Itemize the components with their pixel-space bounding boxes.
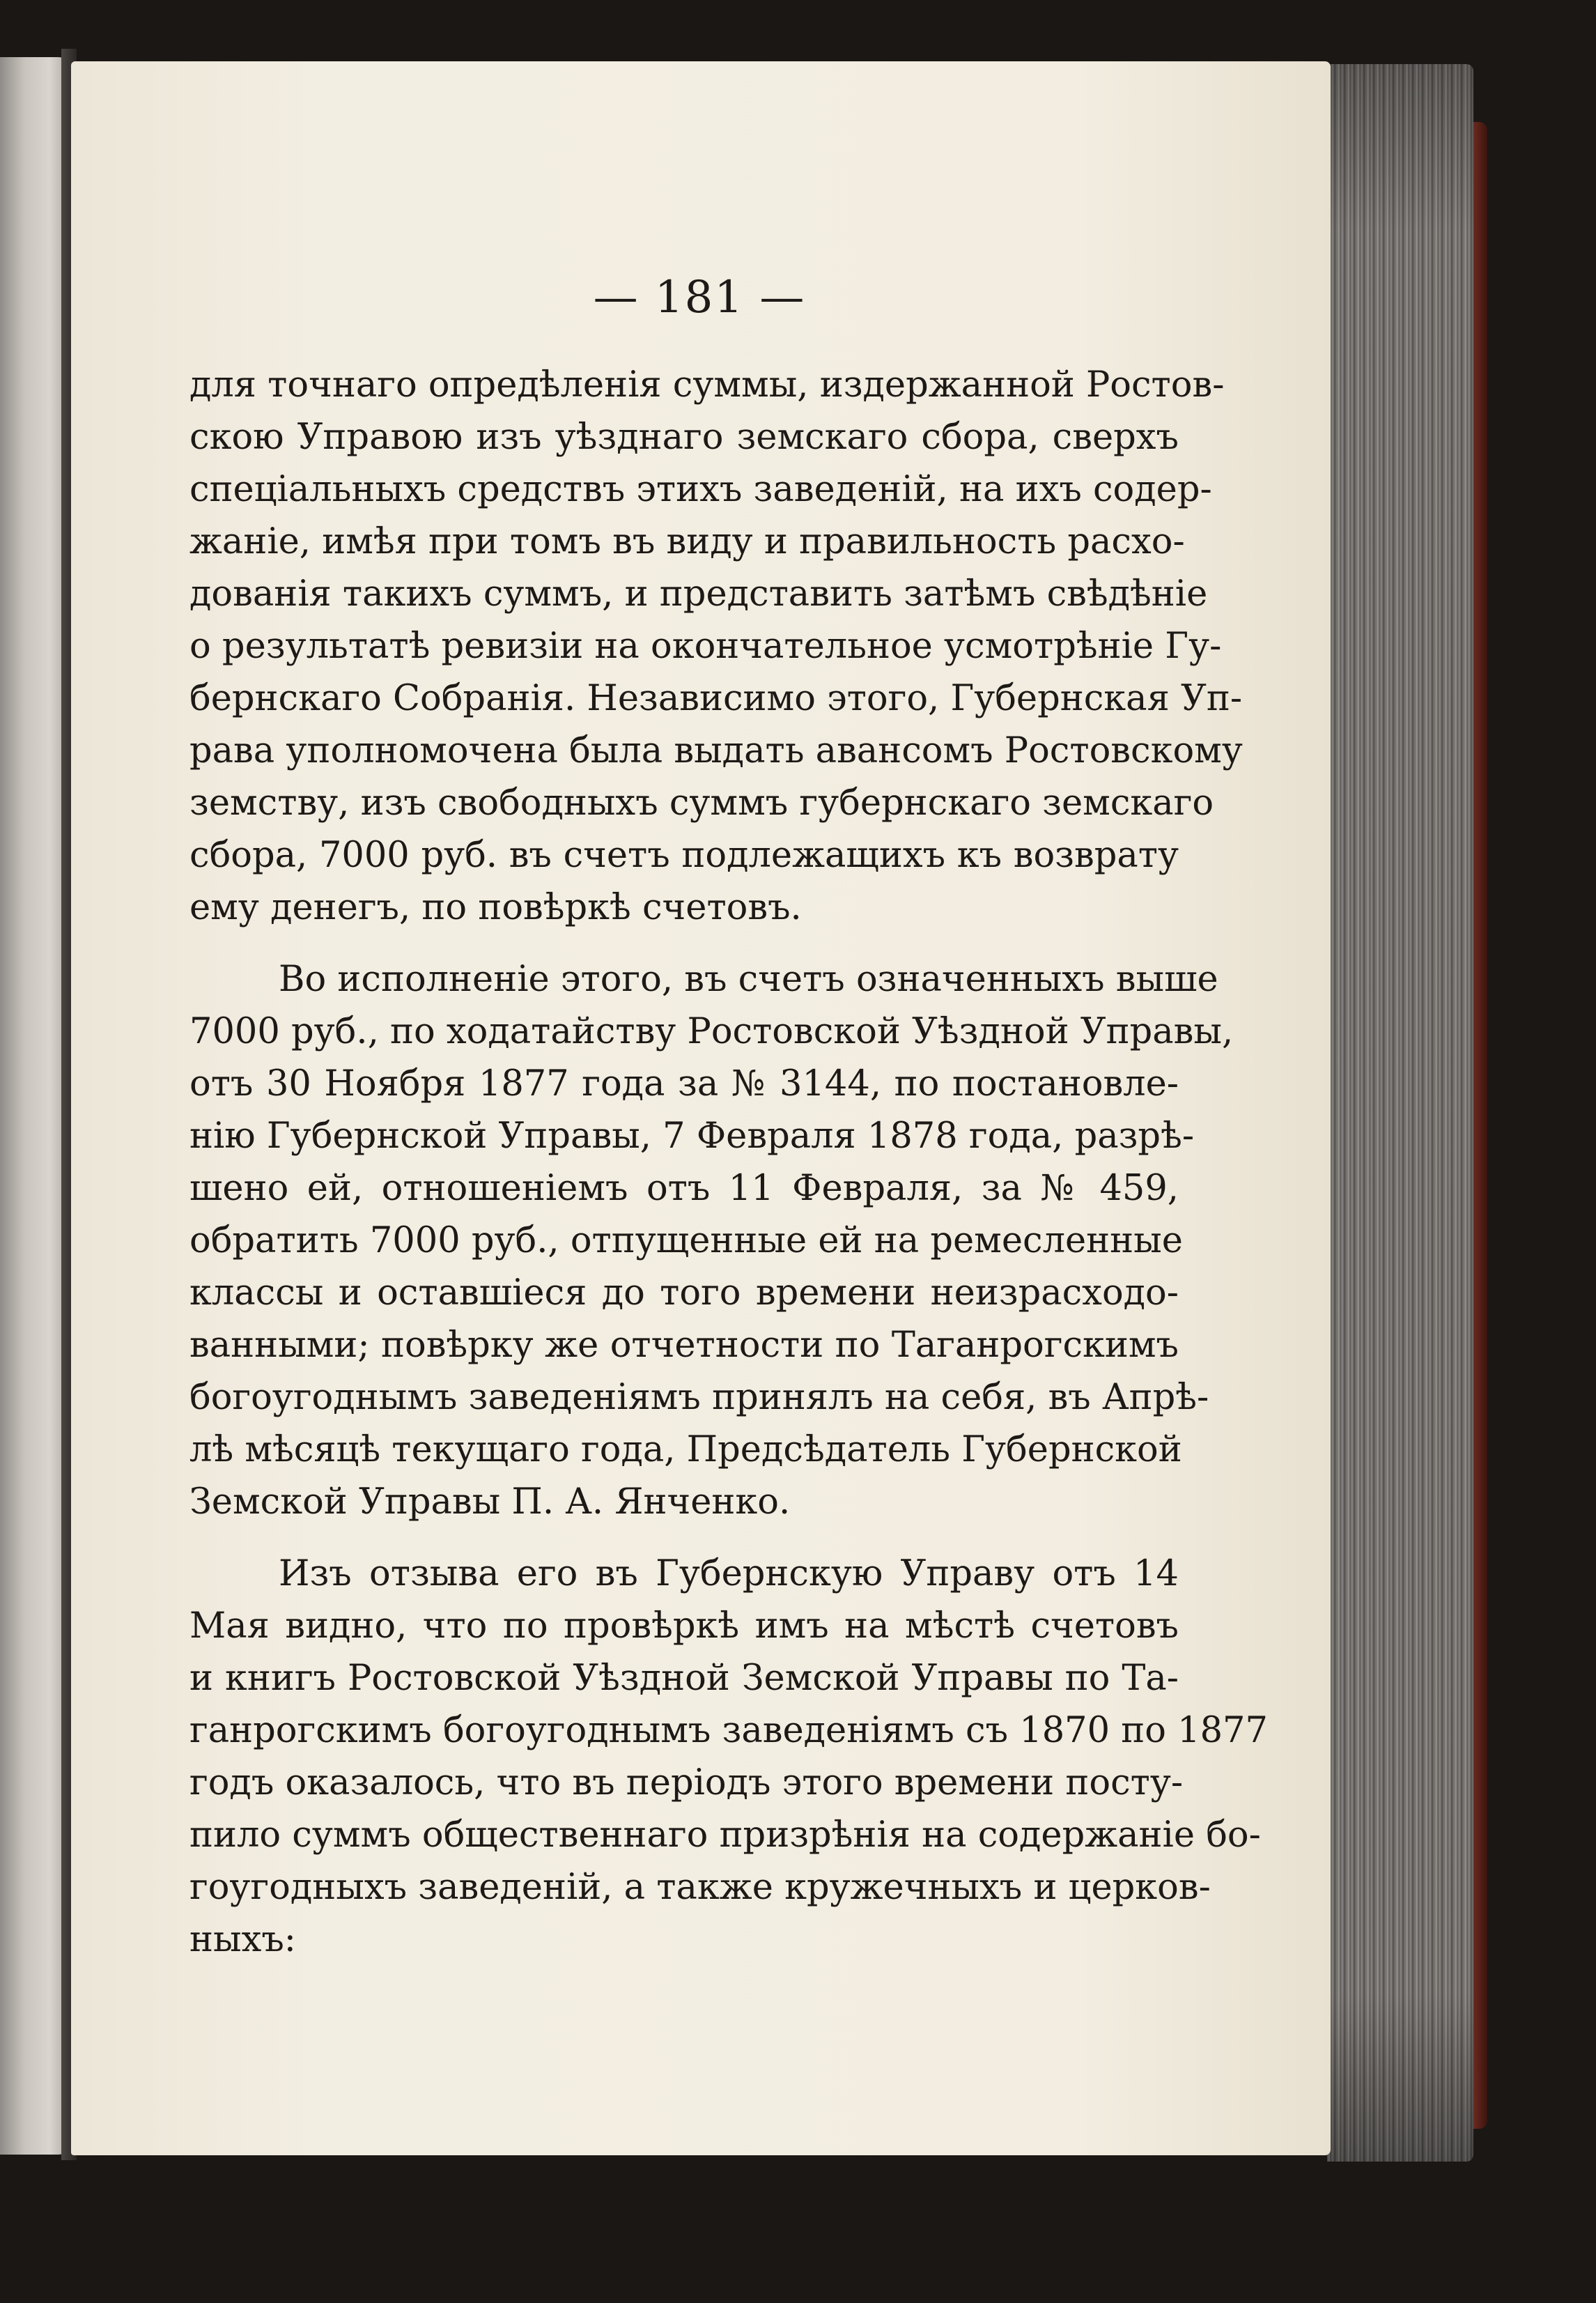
text-line: сбора, 7000 руб. въ счетъ подлежащихъ къ возврату	[189, 835, 1179, 876]
text-line: ганрогскимъ богоугоднымъ заведеніямъ съ 1870 по 1877	[189, 1710, 1268, 1751]
text-line: Земской Управы П. А. Янченко.	[189, 1481, 791, 1523]
text-line: о результатѣ ревизіи на окончательное усмотрѣніе Гу-	[189, 626, 1222, 667]
text-line: и книгъ Ростовской Уѣздной Земской Управы по Та-	[189, 1658, 1179, 1699]
text-line: рава уполномочена была выдать авансомъ Ростовскому	[189, 730, 1243, 771]
text-line: ванными; повѣрку же отчетности по Таганрогскимъ	[189, 1325, 1179, 1366]
text-line: классы и оставшіеся до того времени неизрасходо-	[189, 1272, 1179, 1314]
page-text	[189, 359, 1268, 1966]
text-line: скою Управою изъ уѣзднаго земскаго сбора, сверхъ	[189, 417, 1179, 458]
text-line: пило суммъ общественнаго призрѣнія на содержаніе бо-	[189, 1815, 1261, 1856]
text-line: дованія такихъ суммъ, и представить затѣмъ свѣдѣніе	[189, 573, 1208, 615]
text-line: для точнаго опредѣленія суммы, издержанной Ростов-	[189, 364, 1225, 406]
left-page-edge	[0, 57, 71, 2155]
page-number: — 181 —	[593, 272, 806, 323]
text-line: нію Губернской Управы, 7 Февраля 1878 года, разрѣ-	[189, 1116, 1195, 1157]
text-line: Мая видно, что по провѣркѣ имъ на мѣстѣ счетовъ	[189, 1605, 1179, 1647]
text-line: отъ 30 Ноября 1877 года за № 3144, по постановле-	[189, 1063, 1179, 1104]
text-line: гоугодныхъ заведеній, а также кружечныхъ и церков-	[189, 1867, 1211, 1908]
text-line: лѣ мѣсяцѣ текущаго года, Предсѣдатель Губернской	[189, 1429, 1182, 1470]
text-line: жаніе, имѣя при томъ въ виду и правильность расхо-	[189, 521, 1185, 562]
text-line: богоугоднымъ заведеніямъ принялъ на себя, въ Апрѣ-	[189, 1377, 1209, 1418]
text-line: бернскаго Собранія. Независимо этого, Губернская Уп-	[189, 678, 1243, 719]
page-edges-shade	[1327, 64, 1473, 2162]
text-line: шено ей, отношеніемъ отъ 11 Февраля, за № 459,	[189, 1168, 1179, 1209]
text-line: обратить 7000 руб., отпущенные ей на ремесленные	[189, 1220, 1183, 1261]
text-line: ему денегъ, по повѣркѣ счетовъ.	[189, 887, 802, 928]
text-line: земству, изъ свободныхъ суммъ губернскаго земскаго	[189, 783, 1214, 824]
text-line: 7000 руб., по ходатайству Ростовской Уѣздной Управы,	[189, 1011, 1234, 1052]
text-line: спеціальныхъ средствъ этихъ заведеній, на ихъ содер-	[189, 469, 1212, 510]
text-line: Во исполненіе этого, въ счетъ означенныхъ выше	[279, 959, 1218, 1000]
text-line: Изъ отзыва его въ Губернскую Управу отъ 14	[279, 1553, 1179, 1594]
text-line: ныхъ:	[189, 1919, 296, 1960]
text-line: годъ оказалось, что въ періодъ этого времени посту-	[189, 1762, 1184, 1803]
